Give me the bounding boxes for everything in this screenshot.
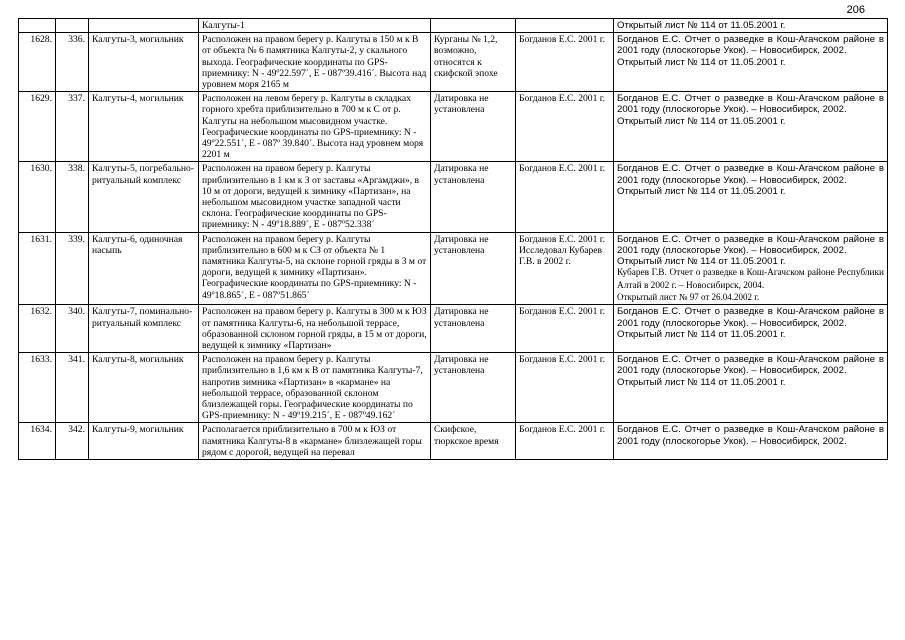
dating-cell: Скифское, тюркское время [431, 423, 516, 460]
dating-cell: Датировка не установлена [431, 162, 516, 232]
location-cell: Расположен на правом берегу р. Калгуты приблизительно в 1 км к З от заставы «Аргамджи», в 10 м от дороги, ведущей к зимнику «Партизан», на небольшом мысовидном участке западной части склона. Географические координаты по GPS-приемнику: N - 49º18.889´, E - 087º52.338´ [199, 162, 431, 232]
table-body [19, 19, 888, 460]
monument-name-cell: Калгуты-7, поминально-ритуальный комплекс [89, 305, 199, 353]
source-line: Открытый лист № 114 от 11.05.2001 г. [617, 185, 786, 197]
item-number-cell: 342. [56, 423, 89, 460]
source-cell [614, 423, 888, 460]
researcher-cell: Богданов Е.С. 2001 г. [516, 353, 614, 423]
table-row [19, 423, 888, 460]
source-cell [614, 19, 888, 33]
source-line: Открытый лист № 114 от 11.05.2001 г. [617, 20, 786, 31]
source-line: Богданов Е.С. Отчет о разведке в Кош-Агачском районе в 2001 году (плоскогорье Укок). – Новосибирск, 2002. [617, 93, 884, 116]
page-number: 206 [846, 4, 865, 16]
source-line: Открытый лист № 114 от 11.05.2001 г. [617, 376, 786, 388]
monument-name-cell: Калгуты-8, могильник [89, 353, 199, 423]
source-line: Богданов Е.С. Отчет о разведке в Кош-Агачском районе в 2001 году (плоскогорье Укок). – Новосибирск, 2002. [617, 424, 884, 447]
source-cell [614, 305, 888, 353]
source-cell [614, 353, 888, 423]
location-cell: Расположен на правом берегу р. Калгуты в 300 м к ЮЗ от памятника Калгуты-6, на небольшой террасе, образованной склоном горной гряды, в 15 м от дороги, ведущей к зимнику «Партизан» [199, 305, 431, 353]
source-line: Богданов Е.С. Отчет о разведке в Кош-Агачском районе в 2001 году (плоскогорье Укок). – Новосибирск, 2002. [617, 233, 884, 256]
monuments-table [18, 18, 888, 460]
location-cell: Калгуты-1 [199, 19, 431, 33]
source-cell [614, 232, 888, 305]
dating-cell: Датировка не установлена [431, 305, 516, 353]
source-line: Богданов Е.С. Отчет о разведке в Кош-Агачском районе в 2001 году (плоскогорье Укок). – Новосибирск, 2002. [617, 34, 884, 57]
location-cell: Расположен на левом берегу р. Калгуты в складках горного хребта приблизительно в 700 м к С от р. Калгуты на небольшом мысовидном участке. Географические координаты по GPS-приемнику: N - 49º22.551´, E - 087º 39.840´. Высота над уровнем моря 2201 м [199, 92, 431, 162]
item-number-cell: 337. [56, 92, 89, 162]
researcher-cell: Богданов Е.С. 2001 г. [516, 33, 614, 92]
source-line: Открытый лист № 114 от 11.05.2001 г. [617, 115, 786, 127]
source-cell [614, 162, 888, 232]
source-line: Кубарев Г.В. Отчет о разведке в Кош-Агачском районе Республики Алтай в 2002 г. – Новосибирск, 2004. [617, 268, 884, 291]
item-number-cell [56, 19, 89, 33]
item-number-cell: 341. [56, 353, 89, 423]
dating-cell: Датировка не установлена [431, 92, 516, 162]
registry-number-cell: 1634. [19, 423, 56, 460]
source-cell [614, 92, 888, 162]
source-line: Богданов Е.С. Отчет о разведке в Кош-Агачском районе в 2001 году (плоскогорье Укок). – Новосибирск, 2002. [617, 163, 884, 186]
researcher-cell: Богданов Е.С. 2001 г. [516, 162, 614, 232]
source-line: Открытый лист № 114 от 11.05.2001 г. [617, 256, 786, 268]
registry-number-cell: 1633. [19, 353, 56, 423]
monument-name-cell: Калгуты-3, могильник [89, 33, 199, 92]
monument-name-cell: Калгуты-4, могильник [89, 92, 199, 162]
source-line: Богданов Е.С. Отчет о разведке в Кош-Агачском районе в 2001 году (плоскогорье Укок). – Новосибирск, 2002. [617, 354, 884, 377]
source-line: Открытый лист № 97 от 26.04.2002 г. [617, 292, 760, 303]
registry-number-cell: 1632. [19, 305, 56, 353]
location-cell: Расположен на правом берегу р. Калгуты приблизительно в 1,6 км к В от памятника Калгуты-7, напротив зимника «Партизан» в «кармане» на небольшой террасе, образованной склоном близлежащей горы. Географические координаты по GPS-приемнику: N - 49º19.215´, E - 087º49.162´ [199, 353, 431, 423]
table-row [19, 162, 888, 232]
researcher-cell: Богданов Е.С. 2001 г. [516, 423, 614, 460]
item-number-cell: 338. [56, 162, 89, 232]
table-row [19, 92, 888, 162]
table-row [19, 232, 888, 305]
monument-name-cell: Калгуты-6, одиночная насыпь [89, 232, 199, 305]
registry-number-cell: 1631. [19, 232, 56, 305]
table-row [19, 305, 888, 353]
table-row [19, 353, 888, 423]
source-line: Богданов Е.С. Отчет о разведке в Кош-Агачском районе в 2001 году (плоскогорье Укок). – Новосибирск, 2002. [617, 306, 884, 329]
item-number-cell: 340. [56, 305, 89, 353]
table-row [19, 19, 888, 33]
location-cell: Расположен на правом берегу р. Калгуты в 150 м к В от объекта № 6 памятника Калгуты-2, у скального выхода. Географические координаты по GPS-приемнику: N - 49º22.597´, E - 087º39.416´. Высота над уровнем моря 2165 м [199, 33, 431, 92]
monument-name-cell [89, 19, 199, 33]
dating-cell [431, 19, 516, 33]
monument-name-cell: Калгуты-9, могильник [89, 423, 199, 460]
researcher-cell [516, 19, 614, 33]
item-number-cell: 336. [56, 33, 89, 92]
location-cell: Расположен на правом берегу р. Калгуты приблизительно в 600 м к СЗ от объекта № 1 памятника Калгуты-5, на склоне горной гряды в 3 м от дороги, ведущей к зимнику «Партизан». Географические координаты по GPS-приемнику: N - 49º18.865´, E - 087º51.865´ [199, 232, 431, 305]
table-row [19, 33, 888, 92]
researcher-cell: Богданов Е.С. 2001 г. Исследовал Кубарев Г.В. в 2002 г. [516, 232, 614, 305]
dating-cell: Датировка не установлена [431, 353, 516, 423]
dating-cell: Датировка не установлена [431, 232, 516, 305]
registry-number-cell: 1628. [19, 33, 56, 92]
dating-cell: Курганы № 1,2, возможно, относятся к скифской эпохе [431, 33, 516, 92]
source-cell [614, 33, 888, 92]
researcher-cell: Богданов Е.С. 2001 г. [516, 92, 614, 162]
source-line: Открытый лист № 114 от 11.05.2001 г. [617, 328, 786, 340]
item-number-cell: 339. [56, 232, 89, 305]
monument-name-cell: Калгуты-5, погребально-ритуальный комплекс [89, 162, 199, 232]
researcher-cell: Богданов Е.С. 2001 г. [516, 305, 614, 353]
registry-number-cell: 1630. [19, 162, 56, 232]
location-cell: Располагается приблизительно в 700 м к ЮЗ от памятника Калгуты-8 в «кармане» близлежащей горы рядом с дорогой, ведущей на перевал [199, 423, 431, 460]
source-line: Открытый лист № 114 от 11.05.2001 г. [617, 56, 786, 68]
registry-number-cell: 1629. [19, 92, 56, 162]
registry-number-cell [19, 19, 56, 33]
